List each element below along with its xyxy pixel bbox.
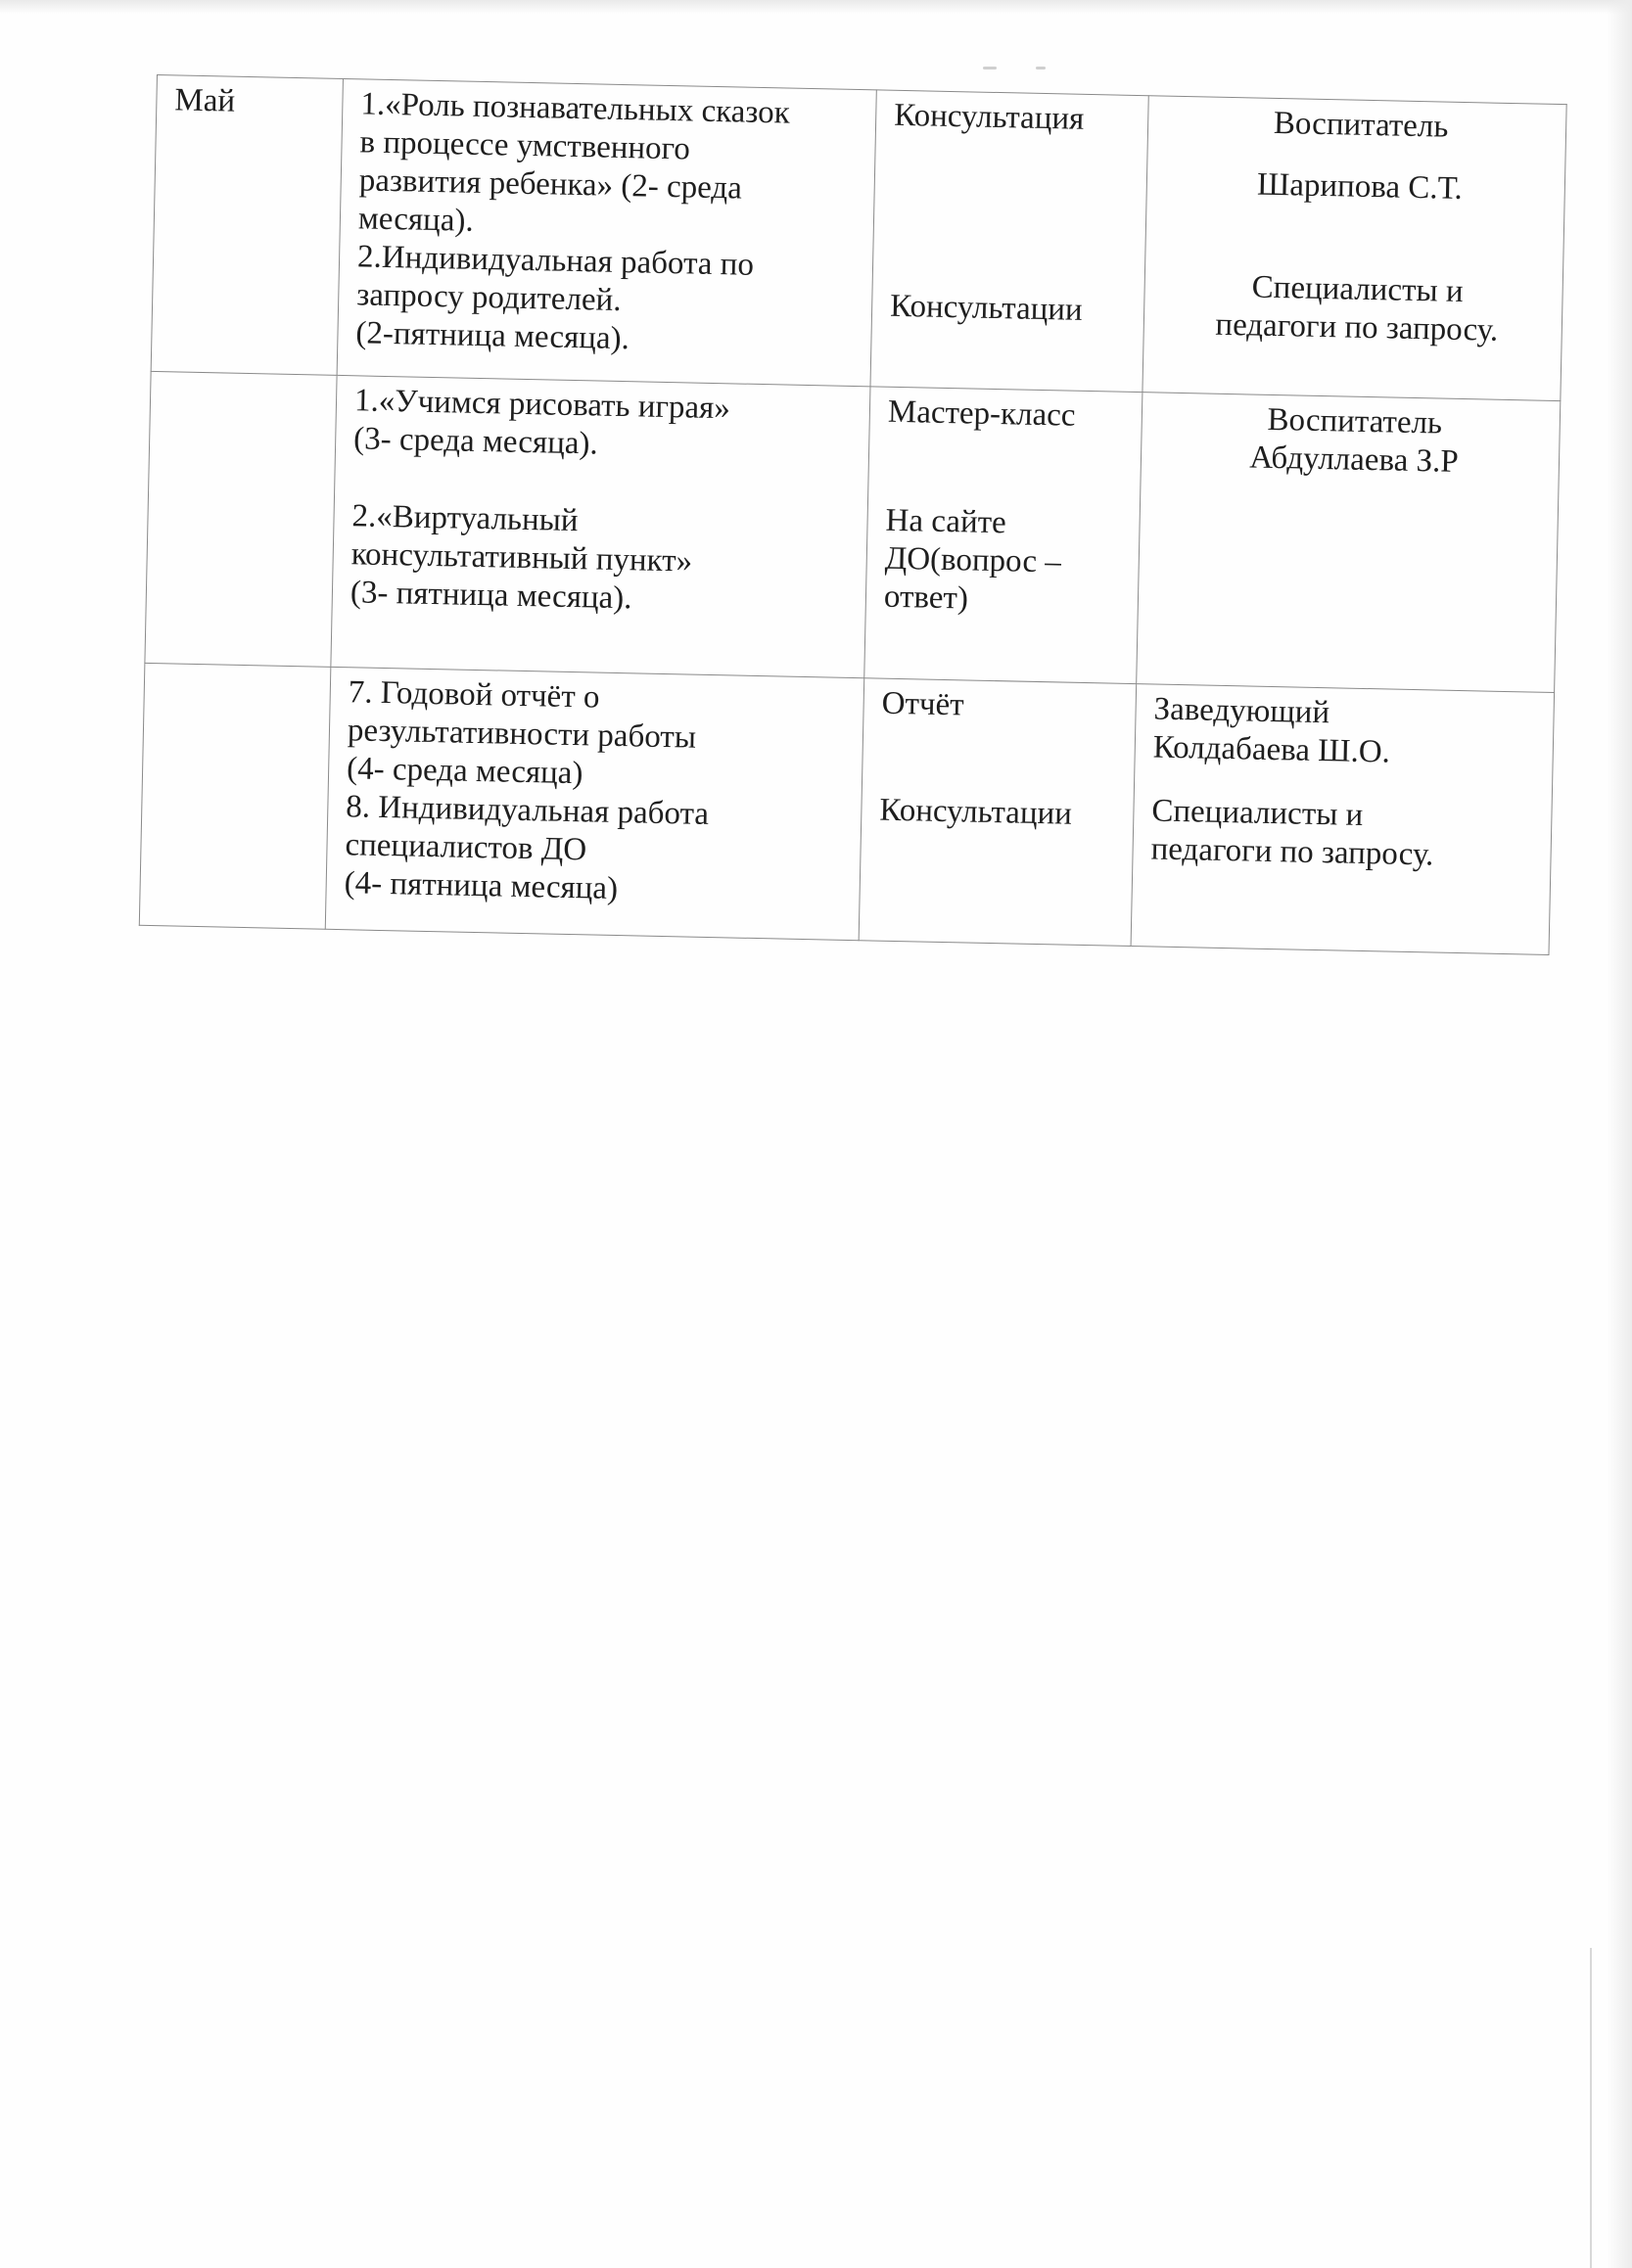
scan-speck <box>983 67 997 69</box>
topic-line: развития ребенка» (2- среда <box>358 162 743 207</box>
spacer <box>880 723 1125 797</box>
topic-line: запросу родителей. <box>355 277 622 318</box>
responsible-line: Специалисты и <box>1151 793 1364 833</box>
scan-shadow-top <box>0 0 1632 14</box>
form-cell <box>870 90 1148 393</box>
month-label: Май <box>174 82 236 119</box>
month-label <box>163 670 320 672</box>
responsible-line: Специалисты и <box>1251 269 1464 309</box>
form-cell <box>864 387 1142 684</box>
responsible-line: Воспитатель <box>1273 105 1449 145</box>
topic-line: 1.«Учимся рисовать играя» <box>353 383 731 427</box>
month-cell <box>139 663 331 929</box>
spacer <box>891 135 1138 293</box>
topic-line: (2-пятница месяца). <box>355 315 630 357</box>
responsible-cell <box>1142 96 1566 401</box>
topic-line: специалистов ДО <box>345 827 587 868</box>
form-label: Консультация <box>893 97 1085 137</box>
form-label: Мастер-класс <box>887 393 1076 434</box>
topic-line: 2.Индивидуальная работа по <box>356 239 755 283</box>
form-label: Консультации <box>889 288 1084 328</box>
topic-line: 1.«Роль познавательных сказок <box>360 86 791 131</box>
responsible-line: педагоги по запросу. <box>1150 831 1434 873</box>
topic-line: (3- среда месяца). <box>352 421 599 462</box>
form-label: ДО(вопрос – <box>884 540 1062 580</box>
responsible-line: Шарипова С.Т. <box>1256 166 1464 207</box>
form-label: Отчёт <box>881 685 964 723</box>
topic-cell <box>331 375 870 677</box>
responsible-line: Заведующий <box>1153 691 1330 731</box>
topic-line: 8. Индивидуальная работа <box>345 789 710 832</box>
responsible-line: Воспитатель <box>1267 401 1443 441</box>
form-label: На сайте <box>885 502 1007 541</box>
form-label: ответ) <box>883 579 969 617</box>
topic-line: в процессе умственного <box>359 124 691 167</box>
topic-cell <box>337 78 876 386</box>
spacer <box>886 432 1131 507</box>
topic-line: (4- среда месяца) <box>346 751 583 792</box>
month-label <box>169 378 327 381</box>
responsible-line: Абдуллаева З.Р <box>1248 440 1460 480</box>
table-row <box>151 75 1566 401</box>
scan-shadow-right <box>1607 0 1632 2268</box>
scan-speck <box>1036 67 1046 69</box>
topic-cell <box>325 667 863 940</box>
topic-line: месяца). <box>357 201 475 239</box>
spacer <box>1163 203 1554 275</box>
topic-line: 2.«Виртуальный <box>351 498 579 539</box>
responsible-cell <box>1137 393 1561 693</box>
responsible-line: Колдабаева Ш.О. <box>1152 729 1391 770</box>
topic-line: результативности работы <box>347 713 697 756</box>
scan-edge-line <box>1590 1948 1592 2268</box>
responsible-line: педагоги по запросу. <box>1215 306 1499 348</box>
month-cell <box>145 371 337 667</box>
topic-line: (4- пятница месяца) <box>344 865 619 907</box>
topic-line: 7. Годовой отчёт о <box>348 674 600 716</box>
form-label: Консультации <box>879 792 1073 832</box>
table-row <box>139 663 1554 954</box>
form-cell <box>859 678 1137 947</box>
topic-line: (3- пятница месяца). <box>350 575 632 617</box>
responsible-cell <box>1131 684 1555 955</box>
topic-line: консультативный пункт» <box>350 536 693 579</box>
plan-table <box>139 74 1567 955</box>
table-row <box>145 371 1561 692</box>
month-cell <box>151 75 343 376</box>
plan-table-wrapper <box>139 74 1566 955</box>
